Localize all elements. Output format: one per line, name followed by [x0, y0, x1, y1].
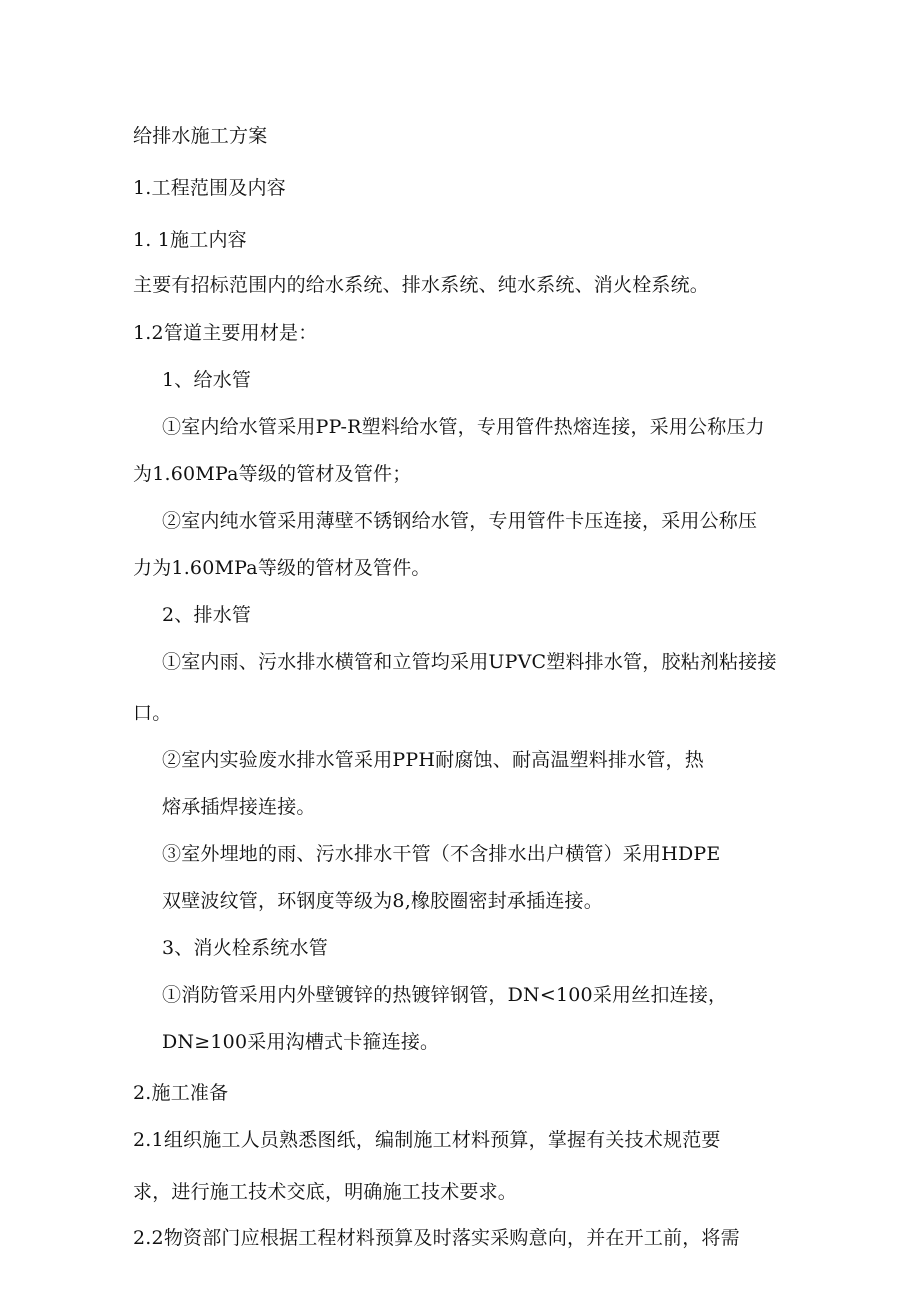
list-heading: 1、给水管 — [162, 369, 252, 391]
paragraph-line: DN≥100采用沟槽式卡箍连接。 — [162, 1031, 440, 1053]
paragraph-line: ②室内纯水管采用薄壁不锈钢给水管，专用管件卡压连接，采用公称压 — [162, 510, 758, 532]
section-heading: 2.施工准备 — [133, 1082, 229, 1104]
paragraph-line: ②室内实验废水排水管采用PPH耐腐蚀、耐高温塑料排水管，热 — [162, 749, 704, 771]
paragraph-line: 2.2物资部门应根据工程材料预算及时落实采购意向，并在开工前，将需 — [133, 1227, 740, 1249]
paragraph-line: 为1.60MPa等级的管材及管件； — [133, 463, 412, 485]
paragraph-line: ③室外埋地的雨、污水排水干管（不含排水出户横管）采用HDPE — [162, 843, 721, 865]
paragraph-line: ①消防管采用内外壁镀锌的热镀锌钢管，DN<100采用丝扣连接， — [162, 984, 728, 1006]
list-heading: 2、排水管 — [162, 604, 252, 626]
paragraph-line: 双壁波纹管，环钢度等级为8,橡胶圈密封承插连接。 — [162, 890, 603, 912]
list-heading: 3、消火栓系统水管 — [162, 937, 328, 959]
paragraph-line: 熔承插焊接连接。 — [162, 796, 316, 818]
paragraph-line: 力为1.60MPa等级的管材及管件。 — [133, 557, 431, 579]
document-title: 给排水施工方案 — [133, 125, 268, 147]
paragraph-line: 口。 — [133, 702, 172, 724]
subsection-heading: 1.2管道主要用材是： — [133, 322, 318, 344]
paragraph-line: 主要有招标范围内的给水系统、排水系统、纯水系统、消火栓系统。 — [133, 274, 710, 296]
paragraph-line: ①室内雨、污水排水横管和立管均采用UPVC塑料排水管，胶粘剂粘接接 — [162, 651, 777, 673]
paragraph-line: 求，进行施工技术交底，明确施工技术要求。 — [133, 1181, 518, 1203]
paragraph-line: 2.1组织施工人员熟悉图纸，编制施工材料预算，掌握有关技术规范要 — [133, 1129, 721, 1151]
subsection-heading: 1. 1施工内容 — [133, 229, 247, 251]
section-heading: 1.工程范围及内容 — [133, 177, 286, 199]
paragraph-line: ①室内给水管采用PP-R塑料给水管，专用管件热熔连接，采用公称压力 — [162, 416, 765, 438]
